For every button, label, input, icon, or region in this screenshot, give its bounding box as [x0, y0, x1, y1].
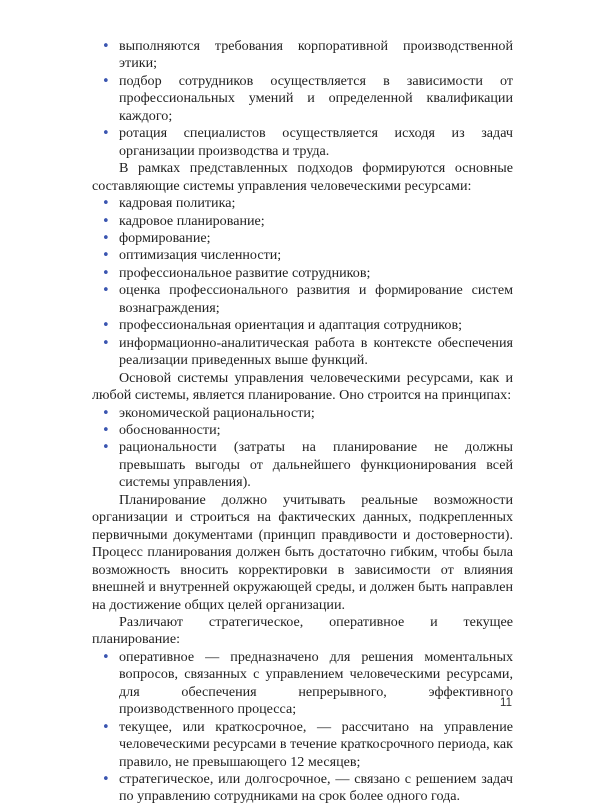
list-item-text: профессиональная ориентация и адаптация сотрудников;	[119, 317, 463, 334]
body-text	[92, 38, 513, 806]
list-item-text: ротация специалистов осуществляется исходя из задач организации производства и труда.	[119, 125, 513, 159]
list-item-text: кадровое планирование;	[119, 212, 265, 229]
list-item-text: профессиональное развитие сотрудников;	[119, 264, 371, 281]
bullet-icon: •	[102, 719, 110, 735]
list-item	[92, 649, 513, 719]
list-item-text: стратегическое, или долгосрочное, — связано с решением задач по управлению сотрудниками на срок более одного года.	[119, 771, 513, 805]
list-item	[92, 335, 513, 370]
paragraph: Основой системы управления человеческими ресурсами, как и любой системы, является планирование. Оно строится на принципах:	[92, 369, 513, 404]
paragraph: В рамках представленных подходов формируются основные составляющие системы управления человеческими ресурсами:	[92, 160, 513, 194]
bullet-icon: •	[102, 772, 110, 788]
list-item	[92, 405, 513, 422]
list-item-text: информационно-аналитическая работа в контексте обеспечения реализации приведенных выше функций.	[119, 334, 513, 369]
list-item	[92, 422, 513, 439]
bullet-list-components	[92, 195, 513, 370]
bullet-icon: •	[102, 422, 110, 438]
list-item-text: формирование;	[119, 229, 211, 246]
bullet-icon: •	[102, 126, 110, 142]
list-item-text: подбор сотрудников осуществляется в зависимости от профессиональных умений и определенной квалификации каждого;	[119, 72, 513, 124]
list-item	[92, 73, 513, 125]
bullet-icon: •	[102, 318, 110, 334]
list-item	[92, 771, 513, 806]
list-item-text: выполняются требования корпоративной производственной этики;	[119, 38, 513, 72]
list-item-text: обоснованности;	[119, 421, 221, 438]
list-item-text: оптимизация численности;	[119, 247, 282, 264]
bullet-icon: •	[102, 265, 110, 281]
list-item	[92, 247, 513, 264]
bullet-icon: •	[102, 405, 110, 421]
list-item	[92, 439, 513, 491]
bullet-icon: •	[102, 39, 110, 54]
list-item	[92, 265, 513, 282]
bullet-icon: •	[102, 440, 110, 456]
bullet-list-principles	[92, 405, 513, 492]
bullet-icon: •	[102, 649, 110, 665]
list-item-text: текущее, или краткосрочное, — рассчитано на управление человеческими ресурсами в течение краткосрочного периода, как правило, не превышающего 12 месяцев;	[119, 718, 513, 770]
bullet-icon: •	[102, 73, 110, 89]
bullet-icon: •	[102, 283, 110, 299]
list-item	[92, 125, 513, 160]
list-item	[92, 38, 513, 73]
bullet-icon: •	[102, 213, 110, 229]
list-item-text: оперативное — предназначено для решения моментальных вопросов, связанных с управлением человеческими ресурсами, для обеспечения непрерывного, эффективного производственного процесса;	[119, 648, 513, 718]
bullet-list-planning-types	[92, 649, 513, 806]
bullet-icon: •	[102, 248, 110, 264]
list-item-text: кадровая политика;	[119, 195, 236, 212]
bullet-icon: •	[102, 230, 110, 246]
bullet-list-ethics	[92, 38, 513, 160]
bullet-icon: •	[102, 196, 110, 212]
list-item-text: оценка профессионального развития и формирование систем вознаграждения;	[119, 282, 513, 316]
paragraph: Различают стратегическое, оперативное и текущее планирование:	[92, 613, 513, 648]
list-item-text: рациональности (затраты на планирование не должны превышать выгоды от дальнейшего функционирования всей системы управления).	[119, 439, 513, 491]
page-number: 11	[500, 697, 512, 709]
list-item	[92, 282, 513, 317]
list-item	[92, 317, 513, 334]
list-item-text: экономической рациональности;	[119, 404, 315, 421]
list-item	[92, 230, 513, 247]
paragraph: Планирование должно учитывать реальные возможности организации и строиться на фактических данных, подкрепленных первичными документами (принцип правдивости и достоверности). Процесс планирования должен быть достаточно гибким, чтобы была возможность вносить корректировки в зависимости от влияния внешней и внутренней окружающей среды, и должен быть направлен на достижение общих целей организации.	[92, 491, 513, 613]
list-item	[92, 213, 513, 230]
list-item	[92, 719, 513, 771]
list-item	[92, 195, 513, 212]
bullet-icon: •	[102, 335, 110, 351]
